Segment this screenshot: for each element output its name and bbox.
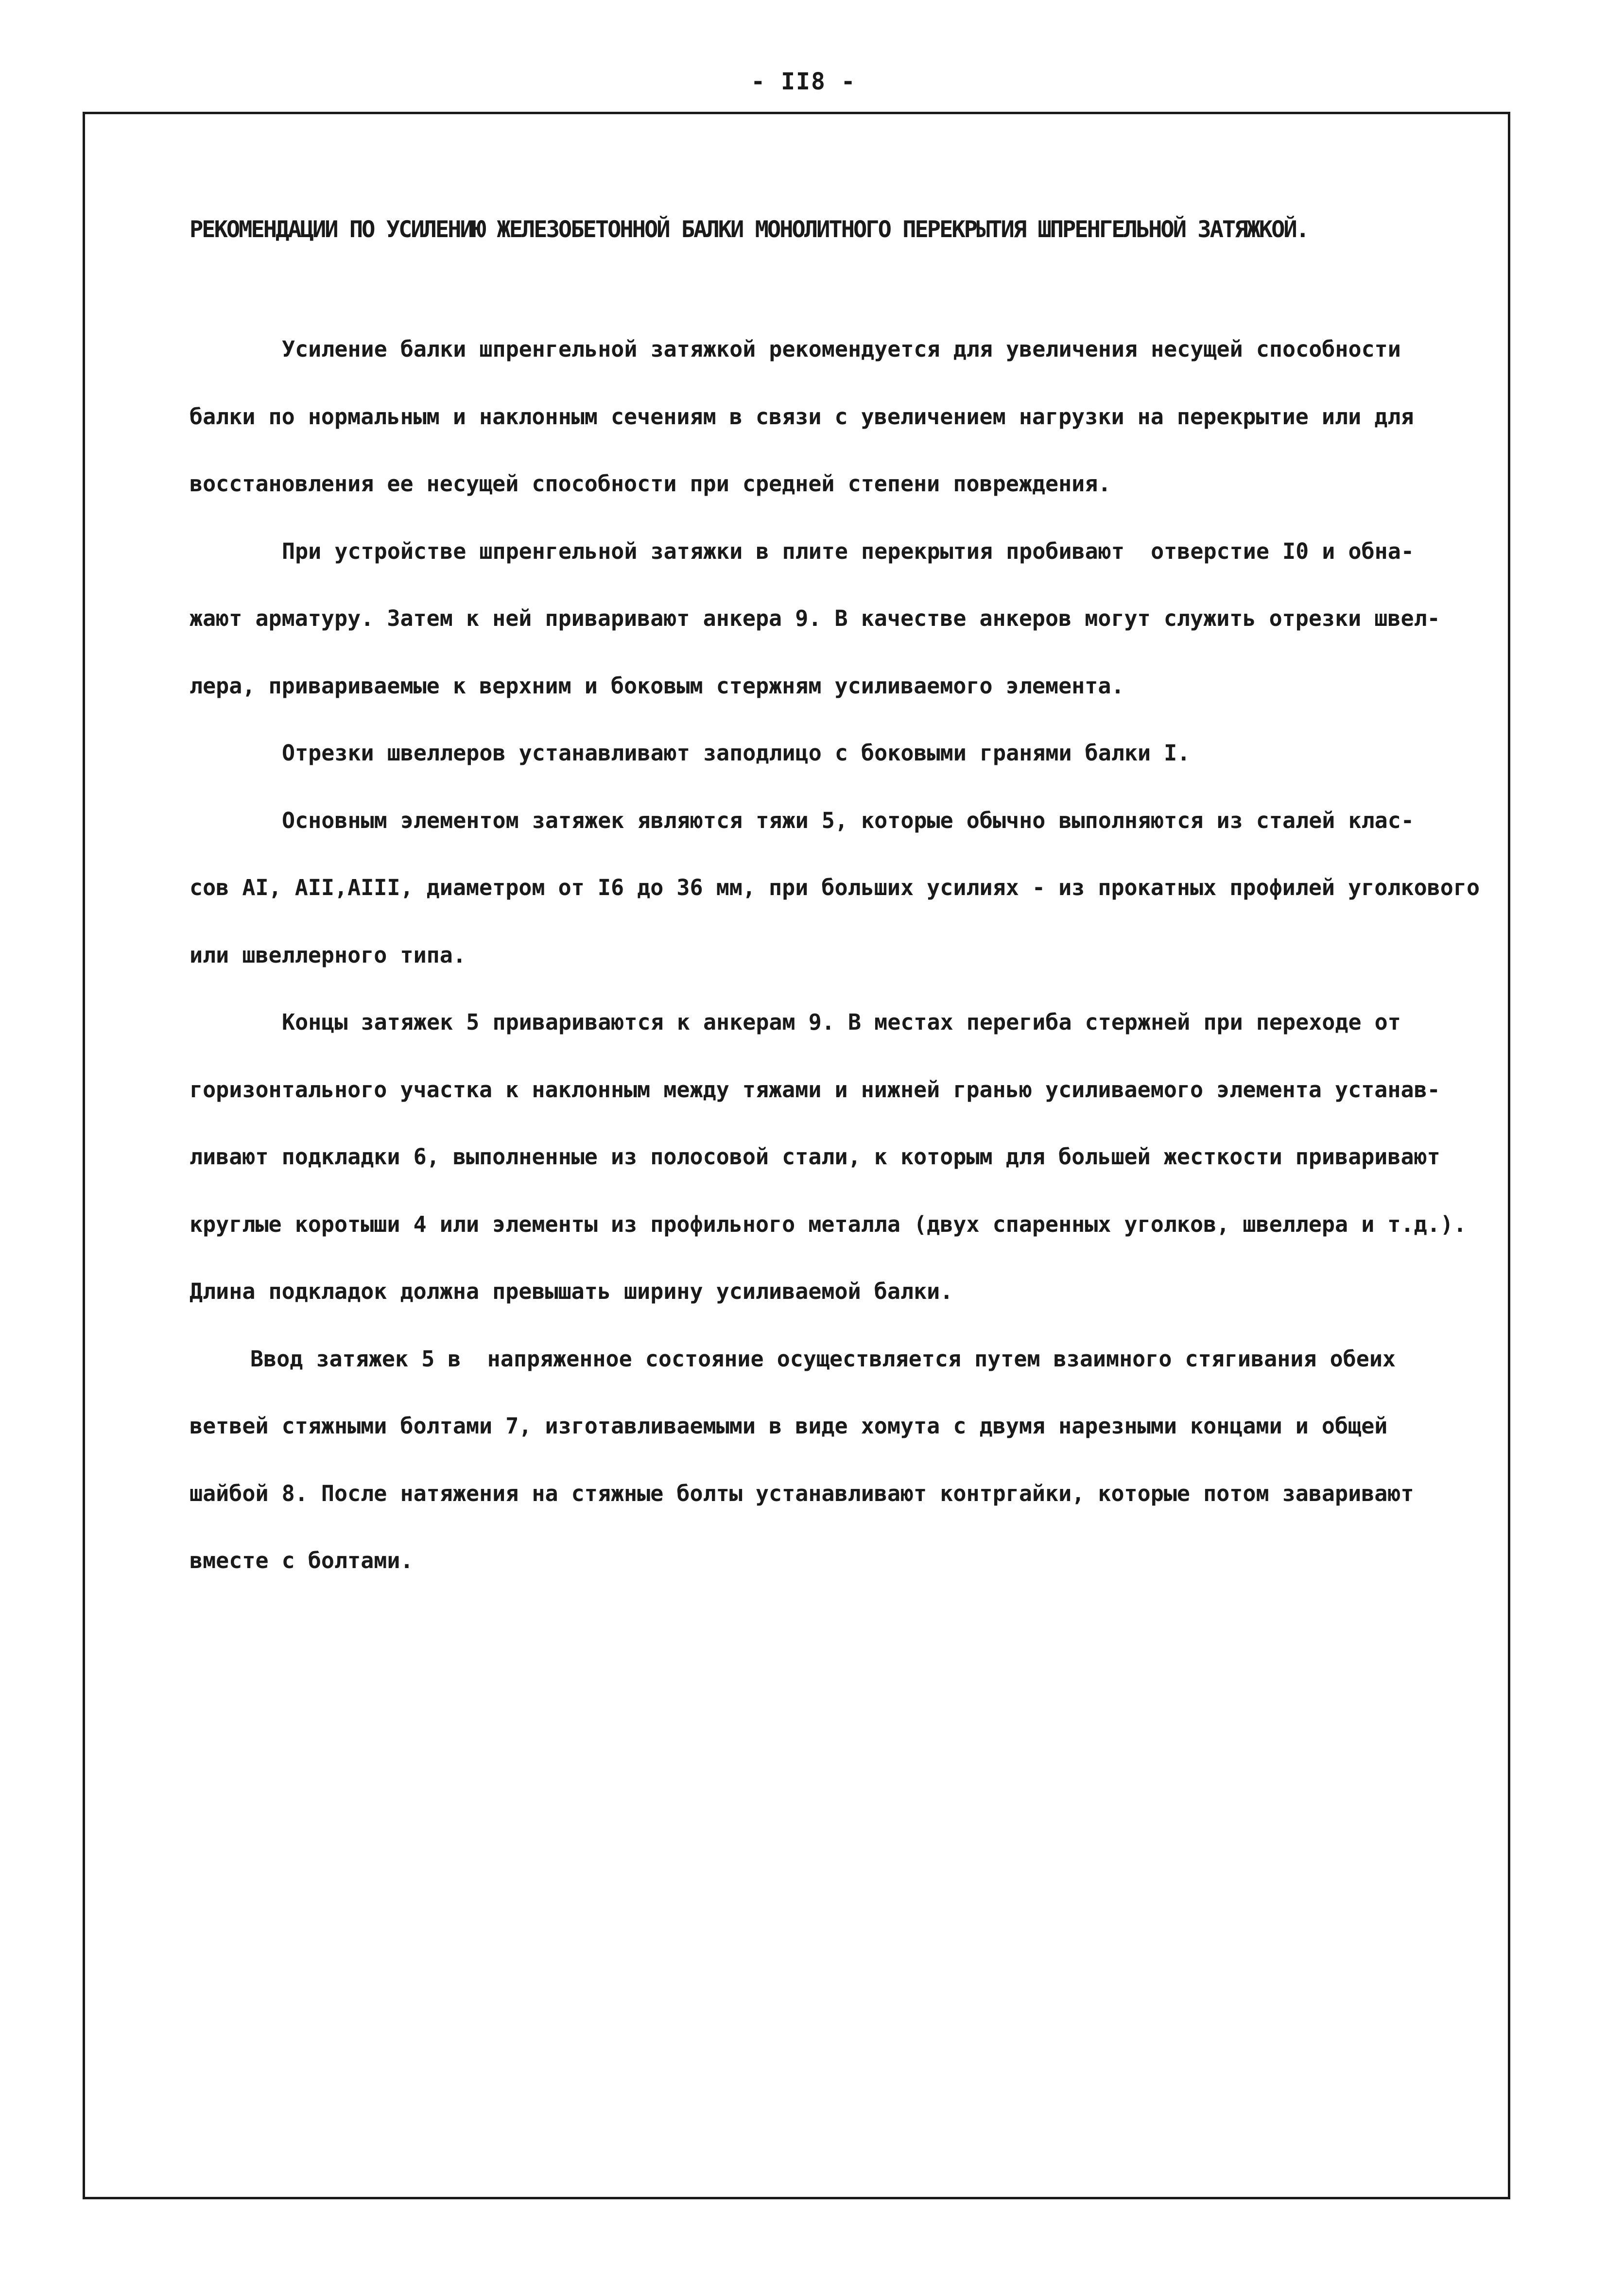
text-line: ливают подкладки 6, выполненные из полосовой стали, к которым для большей жесткости приваривают [190, 1144, 1440, 1170]
text-line: горизонтального участка к наклонным между тяжами и нижней гранью усиливаемого элемента устанав- [190, 1076, 1440, 1103]
document-body [190, 316, 1482, 1595]
text-line: балки по нормальным и наклонным сечениям в связи с увеличением нагрузки на перекрытие или для [190, 403, 1414, 430]
text-line: восстановления ее несущей способности при средней степени повреждения. [190, 471, 1111, 497]
text-line: При устройстве шпренгельной затяжки в плите перекрытия пробивают отверстие I0 и обна- [282, 538, 1414, 564]
text-line: Основным элементом затяжек являются тяжи 5, которые обычно выполняются из сталей клас- [282, 807, 1414, 833]
page-number: - II8 - [751, 68, 856, 95]
text-line: лера, привариваемые к верхним и боковым стержням усиливаемого элемента. [190, 673, 1124, 699]
text-line: Концы затяжек 5 привариваются к анкерам 9. В местах перегиба стержней при переходе от [282, 1009, 1401, 1035]
text-line: вместе с болтами. [190, 1548, 414, 1573]
text-line: Усиление балки шпренгельной затяжкой рекомендуется для увеличения несущей способности [282, 336, 1401, 362]
text-line: Длина подкладок должна превышать ширину усиливаемой балки. [190, 1278, 953, 1304]
text-line: шайбой 8. После натяжения на стяжные болты устанавливают контргайки, которые потом заваривают [190, 1480, 1414, 1506]
text-line: Отрезки швеллеров устанавливают заподлицо с боковыми гранями балки I. [282, 740, 1191, 766]
text-line: или швеллерного типа. [190, 942, 466, 968]
document-heading: РЕКОМЕНДАЦИИ ПО УСИЛЕНИЮ ЖЕЛЕЗОБЕТОННОЙ БАЛКИ МОНОЛИТНОГО ПЕРЕКРЫТИЯ ШПРЕНГЕЛЬНОЙ ЗАТЯЖКОЙ. [190, 216, 1308, 243]
text-line: сов АI, АII,АIII, диаметром от I6 до 36 мм, при больших усилиях - из прокатных профилей уголкового [190, 875, 1480, 900]
text-line: ветвей стяжными болтами 7, изготавливаемыми в виде хомута с двумя нарезными концами и общей [190, 1413, 1388, 1439]
text-line: Ввод затяжек 5 в напряженное состояние осуществляется путем взаимного стягивания обеих [250, 1346, 1396, 1372]
text-line: жают арматуру. Затем к ней приваривают анкера 9. В качестве анкеров могут служить отрезки швел- [190, 605, 1440, 631]
text-line: круглые коротыши 4 или элементы из профильного металла (двух спаренных уголков, швеллера и т.д.). [190, 1211, 1467, 1237]
